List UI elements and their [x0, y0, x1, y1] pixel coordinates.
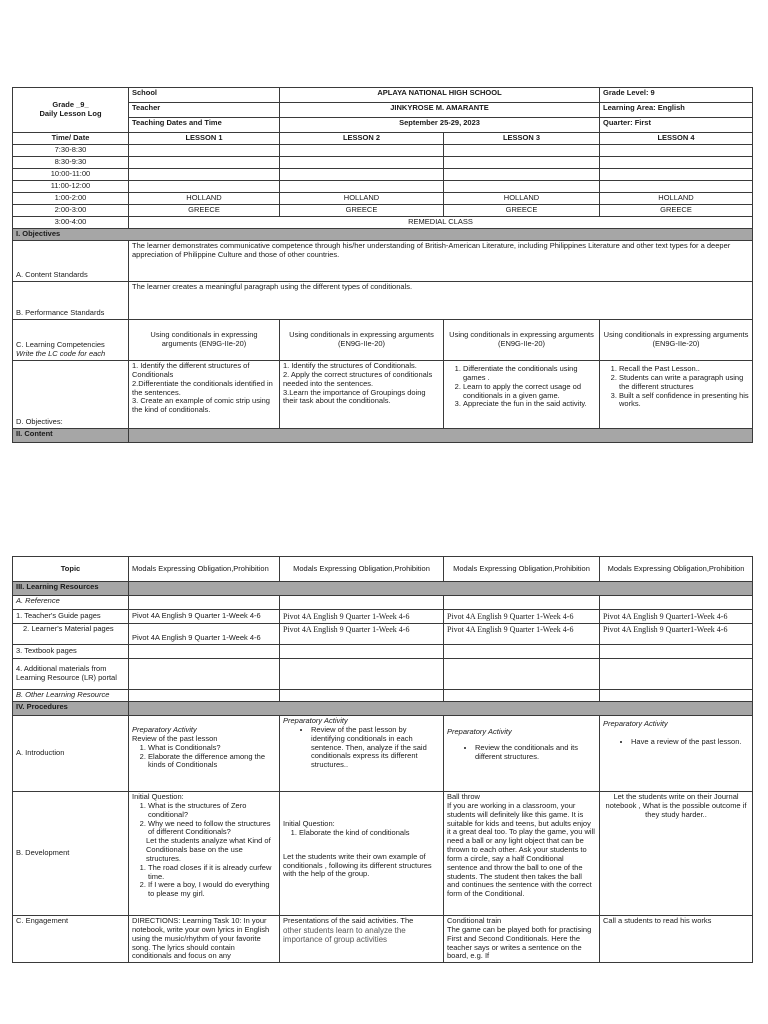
teacher-label: Teacher	[129, 103, 280, 118]
objective-item: 1. Identify the structures of Conditionals.	[283, 361, 417, 370]
resources-section-fill	[129, 582, 753, 596]
grade-level: Grade Level: 9	[600, 88, 753, 103]
introduction-lesson-4	[600, 716, 753, 792]
intro-heading: Preparatory Activity	[447, 727, 512, 736]
schedule-cell	[600, 169, 753, 181]
intro-item: • Have a review of the past lesson.	[631, 738, 749, 747]
reference-label: A. Reference	[13, 596, 129, 610]
competency-lesson-1: Using conditionals in expressing arguments (EN9G-IIe-20)	[129, 320, 280, 361]
other-resource-cell	[129, 690, 280, 702]
development-label: B. Development	[13, 792, 129, 916]
content-section-fill	[129, 429, 753, 443]
topic-lesson-2: Modals Expressing Obligation,Prohibition	[280, 557, 444, 582]
intro-item: 2. Elaborate the difference among the kinds of Conditionals	[148, 753, 276, 771]
schedule-cell: HOLLAND	[444, 193, 600, 205]
school-label: School	[129, 88, 280, 103]
schedule-cell	[280, 157, 444, 169]
schedule-cell	[129, 169, 280, 181]
introduction-lesson-1	[129, 716, 280, 792]
topic-lesson-1: Modals Expressing Obligation,Prohibition	[129, 557, 280, 582]
dev-text: Let the students analyze what Kind of Conditionals base on the use structures.	[146, 836, 271, 863]
teachers-guide-lesson-4: Pivot 4A English 9 Quarter1-Week 4-6	[600, 610, 753, 624]
teachers-guide-label: 1. Teacher's Guide pages	[13, 610, 129, 624]
engagement-lesson-4: Call a students to read his works	[600, 916, 753, 963]
schedule-cell: GREECE	[600, 205, 753, 217]
other-resource-cell	[280, 690, 444, 702]
eng-text-gray: other students learn to analyze the importance of group activities	[283, 925, 406, 945]
development-lesson-3	[444, 792, 600, 916]
schedule-row	[13, 157, 753, 169]
intro-heading: Preparatory Activity	[132, 725, 197, 734]
textbook-label: 3. Textbook pages	[13, 645, 129, 659]
objective-item: 1. Identify the different structures of Conditionals	[132, 361, 250, 379]
objective-item: 1. Recall the Past Lesson..	[619, 365, 749, 374]
schedule-cell	[600, 157, 753, 169]
teachers-guide-lesson-1: Pivot 4A English 9 Quarter 1-Week 4-6	[129, 610, 280, 624]
competency-lesson-4: Using conditionals in expressing arguments (EN9G-IIe-20)	[600, 320, 753, 361]
dev-text: Let the students write their own example of conditionals , following its different structures with the help of the group.	[283, 851, 432, 879]
schedule-cell: GREECE	[444, 205, 600, 217]
objective-item: 3. Built a self confidence in presenting his works.	[619, 392, 749, 410]
dates-label: Teaching Dates and Time	[129, 118, 280, 133]
schedule-cell	[129, 181, 280, 193]
time-cell: 11:00-12:00	[13, 181, 129, 193]
schedule-cell	[444, 181, 600, 193]
objectives-lesson-4	[600, 361, 753, 429]
dev-text: If you are working in a classroom, your students will definitely like this game. It is suitable for kids and teens, but adults enjoy it a great deal too. To play the game, you will need a ball or any light object that can be thrown to each other. Ask your students to form a circle, say a half Conditional sentence and throw the ball to one of the students. The student then takes the ball and continues the sentence with the correct form of the Conditional.	[447, 800, 595, 899]
performance-standards-label: B. Performance Standards	[13, 282, 129, 320]
dev-item: 2. Why we need to follow the structures of different Conditionals?	[148, 820, 276, 838]
dev-item: 1. What is the structures of Zero conditional?	[148, 802, 276, 820]
schedule-row	[13, 217, 753, 229]
schedule-cell	[280, 169, 444, 181]
learners-material-lesson-2: Pivot 4A English 9 Quarter 1-Week 4-6	[280, 624, 444, 645]
learners-material-lesson-4: Pivot 4A English 9 Quarter1-Week 4-6	[600, 624, 753, 645]
introduction-label: A. Introduction	[13, 716, 129, 792]
schedule-cell	[444, 157, 600, 169]
school-value: APLAYA NATIONAL HIGH SCHOOL	[280, 88, 600, 103]
time-cell: 1:00-2:00	[13, 193, 129, 205]
dll-title-cell	[13, 88, 129, 133]
learners-material-lesson-3: Pivot 4A English 9 Quarter 1-Week 4-6	[444, 624, 600, 645]
objectives-lesson-3	[444, 361, 600, 429]
additional-cell	[444, 659, 600, 690]
schedule-row	[13, 169, 753, 181]
teachers-guide-lesson-2: Pivot 4A English 9 Quarter 1-Week 4-6	[280, 610, 444, 624]
teacher-value: JINKYROSE M. AMARANTE	[280, 103, 600, 118]
schedule-cell: GREECE	[280, 205, 444, 217]
procedures-section-title: IV. Procedures	[13, 702, 129, 716]
additional-cell	[129, 659, 280, 690]
textbook-cell	[280, 645, 444, 659]
time-cell: 10:00-11:00	[13, 169, 129, 181]
additional-materials-label: 4. Additional materials from Learning Resource (LR) portal	[13, 659, 129, 690]
lesson-3-header: LESSON 3	[444, 133, 600, 145]
time-cell: 2:00-3:00	[13, 205, 129, 217]
resources-section-title: III. Learning Resources	[13, 582, 129, 596]
additional-cell	[600, 659, 753, 690]
objectives-d-label: D. Objectives:	[13, 361, 129, 429]
intro-text: Review of the past lesson	[132, 733, 218, 743]
schedule-cell	[600, 145, 753, 157]
intro-heading: Preparatory Activity	[283, 716, 348, 725]
objective-item: 3. Create an example of comic strip using the kind of conditionals.	[132, 396, 270, 415]
time-cell: 8:30-9:30	[13, 157, 129, 169]
performance-standards-text: The learner creates a meaningful paragraph using the different types of conditionals.	[129, 282, 753, 320]
intro-item: 1. What is Conditionals?	[148, 744, 276, 753]
topic-label: Topic	[13, 557, 129, 582]
daily-lesson-log-table-bottom	[12, 556, 753, 963]
competency-lesson-2: Using conditionals in expressing arguments (EN9G-IIe-20)	[280, 320, 444, 361]
lesson-4-header: LESSON 4	[600, 133, 753, 145]
dll-grade-title: Grade _9_	[52, 100, 89, 110]
intro-heading: Preparatory Activity	[603, 719, 668, 728]
engagement-lesson-2	[280, 916, 444, 963]
objective-item: 2. Apply the correct structures of conditionals needed into the sentences.	[283, 369, 433, 388]
competencies-label: C. Learning Competencies	[16, 340, 105, 350]
dev-item: 1. Elaborate the kind of conditionals	[299, 829, 440, 838]
development-lesson-1	[129, 792, 280, 916]
eng-heading: Conditional train	[447, 916, 502, 925]
schedule-cell	[444, 169, 600, 181]
eng-text: The game can be played both for practising First and Second Conditionals. Here the teacher says or writes a sentence on the board, e.g. If	[447, 924, 592, 961]
reference-cell	[280, 596, 444, 610]
schedule-cell	[280, 145, 444, 157]
procedures-section-fill	[129, 702, 753, 716]
objectives-lesson-2	[280, 361, 444, 429]
content-standards-text: The learner demonstrates communicative competence through his/her understanding of British-American Literature, including Philippines Literature and other text types for a deeper appreciation of Philippine Culture and those of other countries.	[129, 241, 753, 282]
schedule-cell	[280, 181, 444, 193]
objectives-lesson-1	[129, 361, 280, 429]
reference-cell	[444, 596, 600, 610]
schedule-cell	[129, 145, 280, 157]
topic-lesson-4: Modals Expressing Obligation,Prohibition	[600, 557, 753, 582]
objective-item: 3. Appreciate the fun in the said activity.	[463, 400, 596, 409]
competencies-sublabel: Write the LC code for each	[16, 349, 106, 359]
content-standards-label: A. Content Standards	[13, 241, 129, 282]
introduction-lesson-2	[280, 716, 444, 792]
schedule-cell	[600, 181, 753, 193]
objective-item: 3.Learn the importance of Groupings doing their task about the conditionals.	[283, 387, 426, 406]
objectives-section-title: I. Objectives	[13, 229, 753, 241]
lesson-2-header: LESSON 2	[280, 133, 444, 145]
objective-item: 2. Learn to apply the correct usage od conditionals in a given game.	[463, 383, 596, 401]
development-lesson-4: Let the students write on their Journal notebook , What is the possible outcome if they study harder..	[600, 792, 753, 916]
dates-value: September 25-29, 2023	[280, 118, 600, 133]
intro-item: • Review of the past lesson by identifying conditionals in each sentence. Then, analyze if the said conditionals express its different structures..	[311, 726, 440, 770]
teachers-guide-lesson-3: Pivot 4A English 9 Quarter 1-Week 4-6	[444, 610, 600, 624]
reference-cell	[600, 596, 753, 610]
other-resource-label: B. Other Learning Resource	[13, 690, 129, 702]
schedule-row	[13, 181, 753, 193]
dev-heading: Ball throw	[447, 792, 480, 801]
dev-item: 1. The road closes if it is already curfew time.	[148, 864, 276, 882]
time-cell: 7:30-8:30	[13, 145, 129, 157]
engagement-lesson-3	[444, 916, 600, 963]
additional-cell	[280, 659, 444, 690]
competency-lesson-3: Using conditionals in expressing arguments (EN9G-IIe-20)	[444, 320, 600, 361]
objective-item: 2.Differentiate the conditionals identified in the sentences.	[132, 378, 273, 397]
other-resource-cell	[444, 690, 600, 702]
dev-heading: Initial Question:	[283, 819, 335, 828]
introduction-lesson-3	[444, 716, 600, 792]
development-lesson-2	[280, 792, 444, 916]
learners-material-lesson-1: Pivot 4A English 9 Quarter 1-Week 4-6	[129, 624, 280, 645]
time-date-header: Time/ Date	[13, 133, 129, 145]
textbook-cell	[600, 645, 753, 659]
schedule-cell	[129, 157, 280, 169]
lesson-1-header: LESSON 1	[129, 133, 280, 145]
learning-area: Learning Area: English	[600, 103, 753, 118]
engagement-lesson-1: DIRECTIONS: Learning Task 10: In your notebook, write your own lyrics in English using the music/rhythm of your favorite song. The lyrics should contain conditionals and focus on any	[129, 916, 280, 963]
time-cell: 3:00-4:00	[13, 217, 129, 229]
schedule-cell: GREECE	[129, 205, 280, 217]
schedule-row	[13, 145, 753, 157]
other-resource-cell	[600, 690, 753, 702]
schedule-row	[13, 193, 753, 205]
reference-cell	[129, 596, 280, 610]
remedial-class: REMEDIAL CLASS	[129, 217, 753, 229]
quarter: Quarter: First	[600, 118, 753, 133]
schedule-cell: HOLLAND	[280, 193, 444, 205]
competencies-label-cell	[13, 320, 129, 361]
dev-heading: Initial Question:	[132, 792, 184, 801]
engagement-label: C. Engagement	[13, 916, 129, 963]
schedule-cell	[444, 145, 600, 157]
textbook-cell	[444, 645, 600, 659]
objective-item: 1. Differentiate the conditionals using games .	[463, 365, 596, 383]
dll-log-title: Daily Lesson Log	[39, 109, 102, 118]
content-section-title: II. Content	[13, 429, 129, 443]
topic-lesson-3: Modals Expressing Obligation,Prohibition	[444, 557, 600, 582]
intro-item: • Review the conditionals and its different structures.	[475, 744, 596, 762]
eng-text: Presentations of the said activities. The	[283, 916, 414, 925]
learners-material-label: 2. Learner's Material pages	[13, 624, 129, 645]
dev-item: 2. If I were a boy, I would do everything to please my girl.	[148, 881, 276, 899]
daily-lesson-log-table-top	[12, 87, 753, 443]
schedule-row	[13, 205, 753, 217]
schedule-cell: HOLLAND	[600, 193, 753, 205]
schedule-cell: HOLLAND	[129, 193, 280, 205]
objective-item: 2. Students can write a paragraph using the different structures	[619, 374, 749, 392]
textbook-cell	[129, 645, 280, 659]
